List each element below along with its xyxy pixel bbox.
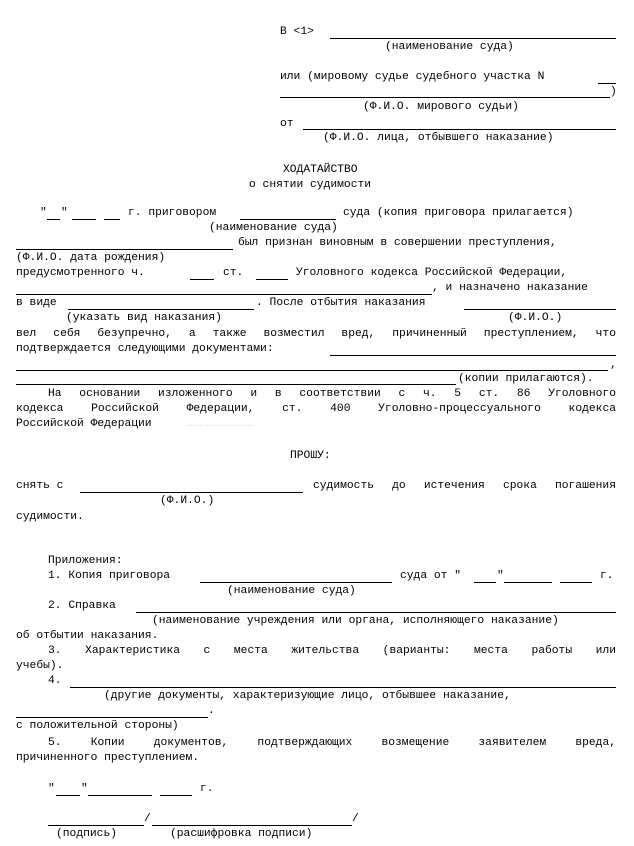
before-expiry-text: судимость до истечения срока погашения — [313, 480, 616, 492]
confirmed-text: подтверждается следующими документами: — [16, 343, 274, 355]
attachment-5-line-2: причиненного преступлением. — [16, 752, 200, 764]
magistrate-close-paren: ) — [610, 86, 617, 98]
copies-attached-text: (копии прилагаются). — [458, 373, 594, 385]
court-text: суда (копия приговора прилагается) — [343, 207, 574, 219]
attachments-heading: Приложения: — [48, 555, 123, 567]
attachment-4-tail: с положительной стороны) — [16, 720, 179, 732]
crime-description-blank[interactable] — [16, 294, 432, 295]
magistrate-line: или (мировому судье судебного участка N — [280, 71, 545, 83]
attachment-2-blank[interactable] — [136, 612, 616, 613]
article-number-blank[interactable] — [256, 279, 288, 280]
date-quote-open: " — [40, 207, 47, 219]
applicant-fio-blank[interactable] — [464, 309, 616, 310]
request-heading: ПРОШУ: — [290, 450, 331, 462]
footer-quote-open: " — [48, 783, 55, 795]
applicant-name-blank[interactable] — [303, 129, 616, 130]
conviction-text: судимости. — [16, 511, 84, 523]
attachment-4-caption: (другие документы, характеризующие лицо, отбывшее наказание, — [104, 690, 511, 702]
convict-caption: (Ф.И.О. дата рождения) — [16, 252, 166, 264]
court-name-caption: (наименование суда) — [385, 41, 514, 53]
verdict-court-caption: (наименование суда) — [209, 222, 338, 234]
basis-line-1: На основании изложенного и в соответствии с ч. 5 ст. 86 Уголовного — [48, 388, 616, 400]
recipient-prefix: В <1> — [280, 26, 314, 38]
documents-blank-3[interactable] — [16, 384, 456, 385]
basis-faint-dots: ………………………… — [186, 418, 254, 430]
documents-comma: , — [610, 359, 617, 371]
attachment-1-caption: (наименование суда) — [227, 585, 356, 597]
date-quote-close: " — [61, 207, 68, 219]
magistrate-name-caption: (Ф.И.О. мирового судьи) — [363, 101, 519, 113]
footer-year: г. — [200, 783, 214, 795]
attachment-4-dot: . — [208, 705, 215, 717]
verdict-court-blank[interactable] — [240, 219, 336, 220]
behaved-text: вел себя безупречно, а также возместил вред, причиненный преступлением, что — [16, 328, 616, 340]
day-blank[interactable] — [47, 219, 60, 220]
attachment-2-text: 2. Справка — [48, 600, 116, 612]
footer-year-blank[interactable] — [160, 795, 192, 796]
found-guilty-text: был признан виновным в совершении преступления, — [238, 237, 557, 249]
attachment-1-year-blank[interactable] — [560, 582, 592, 583]
attachment-5-line-1: 5. Копии документов, подтверждающих возмещение заявителем вреда, — [48, 737, 616, 749]
district-number-blank[interactable] — [598, 83, 616, 84]
document-title: ХОДАТАЙСТВО — [283, 164, 358, 176]
attachment-1-court-blank[interactable] — [200, 582, 392, 583]
attachment-1-quote: " — [497, 570, 504, 582]
documents-blank-1[interactable] — [330, 355, 616, 356]
article-abbrev: ст. — [223, 267, 244, 279]
applicant-caption: (Ф.И.О. лица, отбывшего наказание) — [323, 132, 554, 144]
assigned-punishment-text: , и назначено наказание — [432, 282, 588, 294]
remove-from-text: снять с — [16, 480, 64, 492]
decoding-caption: (расшифровка подписи) — [170, 828, 313, 840]
attachment-3-line-1: 3. Характеристика с места жительства (варианты: места работы или — [48, 645, 616, 657]
month-blank[interactable] — [72, 219, 96, 220]
attachment-1-month-blank[interactable] — [504, 582, 552, 583]
signature-decoding-blank[interactable] — [152, 825, 352, 826]
attachment-1-day-blank[interactable] — [474, 582, 496, 583]
footer-quote-close: " — [81, 783, 88, 795]
court-name-blank[interactable] — [330, 38, 616, 39]
in-form-text: в виде — [16, 297, 57, 309]
signature-caption: (подпись) — [56, 828, 118, 840]
attachment-4-blank-1[interactable] — [70, 687, 616, 688]
basis-line-2: кодекса Российской Федерации, ст. 400 Уголовно-процессуального кодекса — [16, 403, 616, 415]
request-fio-caption: (Ф.И.О.) — [160, 495, 215, 507]
verdict-text: г. приговором — [128, 207, 217, 219]
footer-month-blank[interactable] — [88, 795, 152, 796]
footer-day-blank[interactable] — [56, 795, 80, 796]
signature-slash: / — [144, 813, 151, 825]
attachment-2-caption: (наименование учреждения или органа, исполняющего наказание) — [152, 615, 559, 627]
documents-blank-2[interactable] — [16, 370, 608, 371]
convict-name-blank[interactable] — [16, 249, 233, 250]
attachment-3-line-2: учебы). — [16, 660, 64, 672]
after-serving-text: . После отбытия наказания — [256, 297, 426, 309]
attachment-1-court-text: суда от " — [400, 570, 462, 582]
document-subtitle: о снятии судимости — [249, 179, 372, 191]
from-prefix: от — [280, 118, 294, 130]
punishment-type-blank[interactable] — [68, 309, 254, 310]
attachment-4-text: 4. — [48, 675, 62, 687]
attachment-1-year: г. — [600, 570, 614, 582]
signature-blank[interactable] — [48, 825, 144, 826]
attachment-4-blank-2[interactable] — [16, 717, 208, 718]
criminal-code-text: Уголовного кодекса Российской Федерации, — [296, 267, 568, 279]
provided-by-text: предусмотренного ч. — [16, 267, 145, 279]
applicant-fio-caption: (Ф.И.О.) — [508, 312, 563, 324]
request-fio-blank[interactable] — [80, 492, 303, 493]
year-blank[interactable] — [104, 219, 120, 220]
attachment-2-tail: об отбытии наказания. — [16, 630, 159, 642]
signature-slash-end: / — [352, 813, 359, 825]
part-number-blank[interactable] — [190, 279, 214, 280]
attachment-1-text: 1. Копия приговора — [48, 570, 171, 582]
basis-line-3: Российской Федерации — [16, 418, 152, 430]
magistrate-name-blank[interactable] — [280, 97, 610, 98]
punishment-caption: (указать вид наказания) — [66, 312, 222, 324]
